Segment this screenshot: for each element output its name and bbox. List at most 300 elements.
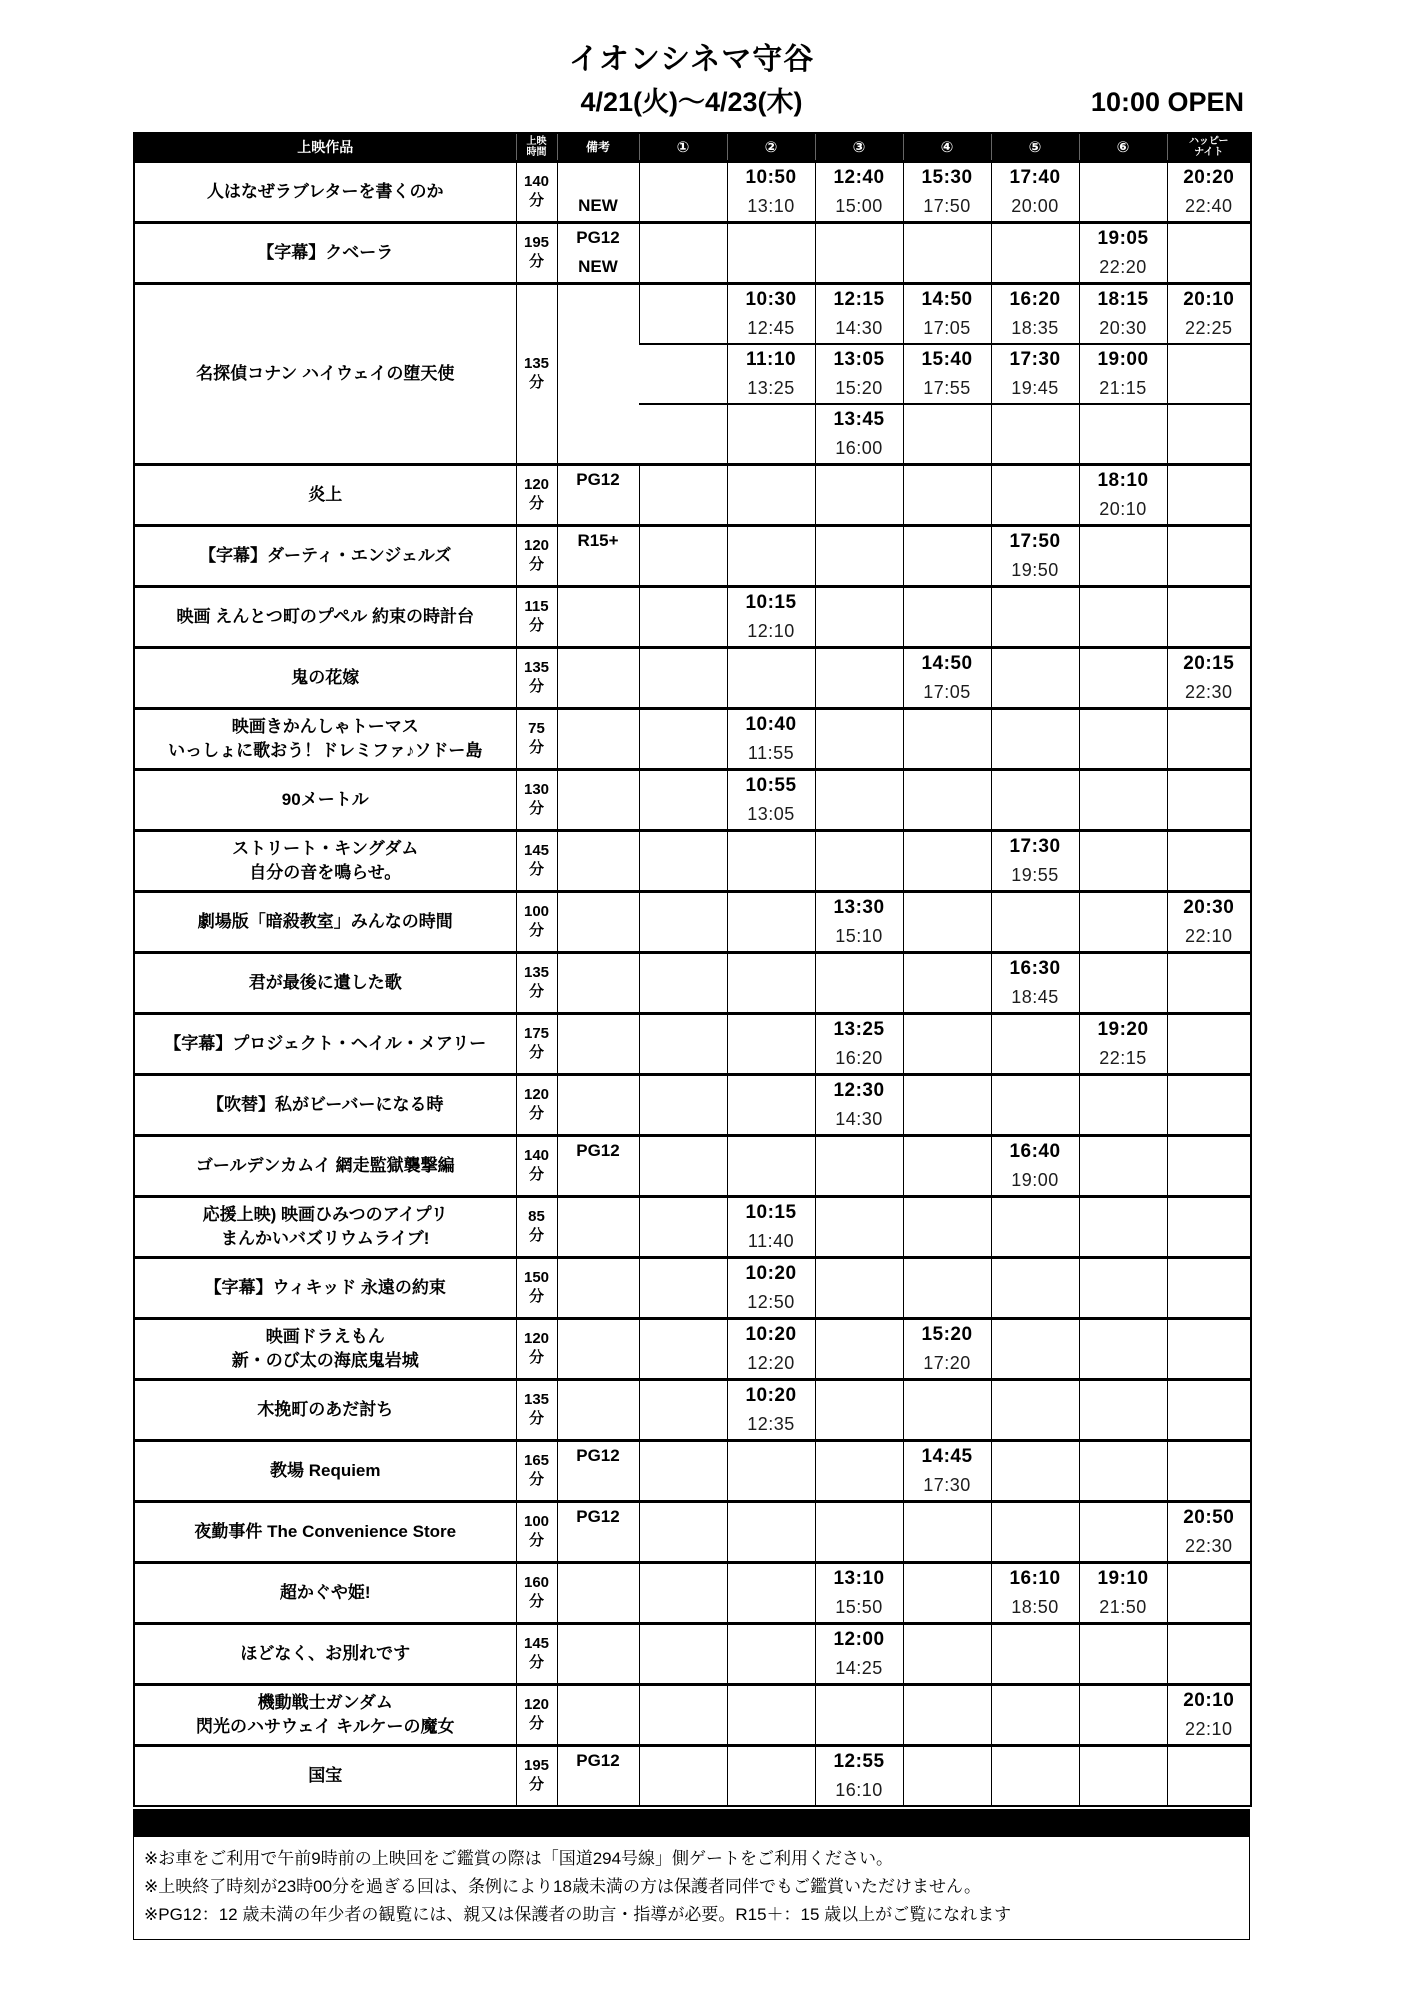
showtime-cell-s1: [639, 1501, 727, 1562]
showtime-cell-s2: [727, 830, 815, 891]
start-time: [640, 1320, 727, 1350]
start-time: 13:10: [833, 1567, 885, 1589]
duration-cell: [516, 283, 557, 464]
showtime-cell-s2: [727, 1501, 815, 1562]
showtime-cell-s2: [727, 1318, 815, 1379]
duration-cell: [516, 647, 557, 708]
start-time: [1168, 1442, 1251, 1472]
start-time: [728, 649, 815, 679]
end-time: [992, 435, 1079, 463]
movie-title-line: ゴールデンカムイ 網走監獄襲撃編: [195, 1155, 455, 1175]
showtime-cell-s5: [991, 1074, 1079, 1135]
duration-minutes: 85: [528, 1207, 545, 1225]
end-time: 22:30: [1184, 1536, 1233, 1556]
start-time: [816, 954, 903, 984]
end-time: [728, 1106, 815, 1134]
duration-minutes: 135: [523, 963, 550, 981]
cinema-name: イオンシネマ守谷: [568, 43, 815, 76]
column-header-label: 上映作品: [297, 138, 354, 155]
end-time: [816, 1350, 903, 1378]
start-time: [816, 1198, 903, 1228]
column-header-label: ⑥: [1116, 138, 1130, 156]
end-time: [1080, 1777, 1167, 1805]
end-time: [640, 315, 727, 343]
start-time: [639, 405, 727, 435]
showtime-cell-s6: [1079, 586, 1167, 647]
showtime-cell-s2: [727, 344, 815, 404]
showtime-cell-hn: [1167, 1745, 1251, 1806]
showtime-cell-s3: [815, 1318, 903, 1379]
start-time: [640, 1137, 727, 1167]
showtime-cell-s1: [639, 891, 727, 952]
duration-unit: 分: [528, 1165, 544, 1183]
start-time: [1168, 1747, 1251, 1777]
end-time: 22:40: [1184, 196, 1233, 216]
start-time: [640, 893, 727, 923]
end-time: [816, 254, 903, 282]
showtime-cell-s6: [1079, 283, 1167, 344]
start-time: [816, 1442, 903, 1472]
showtime-cell-s4: [903, 1745, 991, 1806]
start-time: [992, 224, 1079, 254]
start-time: 12:15: [833, 288, 885, 310]
start-time: [1080, 1137, 1167, 1167]
duration-minutes: 145: [523, 1634, 550, 1652]
start-time: [640, 466, 727, 496]
showtime-cell-s4: [903, 769, 991, 830]
column-header-label: 備考: [585, 140, 610, 155]
duration-unit: 分: [528, 1653, 544, 1671]
showtime-cell-s6: [1079, 708, 1167, 769]
end-time: [816, 1167, 903, 1195]
showtime-cell-s6: [1079, 161, 1167, 222]
showtime-cell-s3: [815, 891, 903, 952]
showtime-cell-hn: [1167, 404, 1251, 465]
showtime-cell-s6: [1079, 1135, 1167, 1196]
movie-title-cell: [134, 283, 516, 464]
remarks-cell: [557, 586, 639, 647]
start-time: [992, 710, 1079, 740]
start-time: [992, 405, 1079, 435]
showtime-cell-s2: [727, 161, 815, 222]
duration-cell: [516, 1135, 557, 1196]
end-time: 12:10: [747, 621, 795, 641]
start-time: [640, 527, 727, 557]
end-time: [992, 923, 1079, 951]
start-time: [640, 1442, 727, 1472]
showtime-cell-s4: [903, 1257, 991, 1318]
header-row: [134, 133, 1251, 161]
end-time: [992, 1228, 1079, 1256]
start-time: [640, 1625, 727, 1655]
end-time: [1168, 254, 1251, 282]
movie-row: [134, 1623, 1251, 1684]
showtime-cell-s1: [639, 1684, 727, 1745]
end-time: [1080, 1167, 1167, 1195]
showtime-cell-s5: [991, 464, 1079, 525]
duration-cell: [516, 1745, 557, 1806]
end-time: [816, 984, 903, 1012]
start-time: [1168, 1381, 1251, 1411]
end-time: [904, 557, 991, 585]
start-time: [904, 893, 991, 923]
end-time: [1168, 740, 1251, 768]
end-time: 16:10: [835, 1780, 883, 1800]
start-time: [1080, 163, 1167, 193]
end-time: [640, 1167, 727, 1195]
duration-cell: [516, 830, 557, 891]
showtime-cell-s3: [815, 1745, 903, 1806]
showtime-cell-hn: [1167, 1440, 1251, 1501]
start-time: [816, 832, 903, 862]
start-time: 12:40: [833, 166, 885, 188]
end-time: [1168, 1289, 1251, 1317]
start-time: [992, 1198, 1079, 1228]
start-time: 14:50: [921, 652, 973, 674]
showtime-cell-s6: [1079, 952, 1167, 1013]
end-time: [904, 435, 991, 463]
movie-row: [134, 1074, 1251, 1135]
start-time: [1080, 649, 1167, 679]
start-time: 13:30: [833, 896, 885, 918]
showtime-cell-s4: [903, 1013, 991, 1074]
end-time: [992, 1350, 1079, 1378]
end-time: 22:30: [1184, 682, 1233, 702]
start-time: [816, 1320, 903, 1350]
column-header-label: ナイト: [1194, 146, 1224, 158]
end-time: [1080, 1533, 1167, 1561]
duration-minutes: 120: [523, 1329, 550, 1347]
duration-unit: 分: [528, 555, 544, 573]
showtime-cell-s5: [991, 404, 1079, 465]
showtime-cell-s6: [1079, 830, 1167, 891]
end-time: [816, 618, 903, 646]
end-time: [1168, 1594, 1251, 1622]
start-time: [1168, 954, 1251, 984]
start-time: [1080, 1442, 1167, 1472]
showtime-cell-s1: [639, 1013, 727, 1074]
start-time: [1168, 405, 1251, 435]
start-time: 19:00: [1097, 348, 1149, 370]
showtime-cell-s5: [991, 344, 1079, 404]
end-time: [640, 1533, 727, 1561]
showtime-cell-s4: [903, 1379, 991, 1440]
start-time: 16:20: [1009, 288, 1061, 310]
movie-row: [134, 1196, 1251, 1257]
showtime-cell-s3: [815, 1501, 903, 1562]
start-time: [904, 954, 991, 984]
column-header-remarks: [557, 133, 639, 161]
start-time: [1080, 710, 1167, 740]
end-time: [728, 1533, 815, 1561]
end-time: [640, 740, 727, 768]
showtime-cell-s5: [991, 1684, 1079, 1745]
date-range: 4/21(火)～4/23(木): [580, 87, 803, 117]
movie-title-line: 鬼の花嫁: [291, 667, 360, 687]
showtime-cell-s6: [1079, 1501, 1167, 1562]
start-time: [728, 1503, 815, 1533]
end-time: [904, 984, 991, 1012]
end-time: [1080, 1289, 1167, 1317]
showtime-cell-s4: [903, 1501, 991, 1562]
movie-title-line: 映画ドラえもん: [265, 1326, 385, 1346]
movie-row: [134, 586, 1251, 647]
showtime-cell-s6: [1079, 1074, 1167, 1135]
end-time: 14:25: [835, 1658, 883, 1678]
showtime-cell-s3: [815, 1379, 903, 1440]
showtime-cell-hn: [1167, 161, 1251, 222]
showtime-cell-hn: [1167, 1257, 1251, 1318]
end-time: 18:50: [1011, 1597, 1059, 1617]
end-time: [904, 1716, 991, 1744]
duration-cell: [516, 1440, 557, 1501]
start-time: [904, 1503, 991, 1533]
start-time: [816, 1137, 903, 1167]
movie-title-cell: [134, 1379, 516, 1440]
showtime-cell-s3: [815, 1440, 903, 1501]
start-time: [992, 1686, 1079, 1716]
showtime-cell-hn: [1167, 586, 1251, 647]
end-time: [904, 923, 991, 951]
start-time: [904, 1747, 991, 1777]
start-time: [904, 466, 991, 496]
start-time: [728, 1137, 815, 1167]
start-time: [640, 1564, 727, 1594]
end-time: [1168, 435, 1251, 463]
start-time: 18:15: [1097, 288, 1149, 310]
start-time: [992, 1320, 1079, 1350]
duration-cell: [516, 769, 557, 830]
remarks-cell: [557, 1257, 639, 1318]
end-time: [1168, 1411, 1251, 1439]
showtime-cell-s4: [903, 1562, 991, 1623]
end-time: [904, 254, 991, 282]
start-time: [904, 1198, 991, 1228]
end-time: 19:45: [1011, 378, 1059, 398]
duration-unit: 分: [528, 982, 544, 1000]
showtime-cell-s2: [727, 404, 815, 465]
start-time: [904, 1259, 991, 1289]
duration-unit: 分: [528, 616, 544, 634]
showtime-cell-hn: [1167, 830, 1251, 891]
showtime-cell-hn: [1167, 525, 1251, 586]
movie-title-line: 炎上: [308, 484, 343, 504]
end-time: [1168, 801, 1251, 829]
end-time: [816, 557, 903, 585]
showtime-cell-s1: [639, 161, 727, 222]
showtime-cell-s5: [991, 769, 1079, 830]
end-time: 17:20: [923, 1353, 971, 1373]
showtime-cell-s1: [639, 1440, 727, 1501]
movie-row: [134, 1135, 1251, 1196]
showtime-cell-s4: [903, 1318, 991, 1379]
start-time: 10:30: [745, 288, 797, 310]
end-time: [640, 618, 727, 646]
end-time: [1168, 557, 1251, 585]
showtime-cell-s4: [903, 464, 991, 525]
end-time: 21:15: [1099, 378, 1147, 398]
note-line: ※PG12：12 歳未満の年少者の観覧には、親又は保護者の助言・指導が必要。R15＋：15 歳以上がご覧になれます: [144, 1904, 1012, 1924]
duration-minutes: 175: [523, 1024, 550, 1042]
start-time: 20:20: [1183, 166, 1235, 188]
start-time: [728, 1564, 815, 1594]
start-time: 10:40: [745, 713, 797, 735]
note-line: ※上映終了時刻が23時00分を過ぎる回は、条例により18歳未満の方は保護者同伴でもご鑑賞いただけません。: [144, 1876, 981, 1896]
separator-bar: [133, 1809, 1250, 1837]
start-time: [640, 1503, 727, 1533]
duration-cell: [516, 1562, 557, 1623]
column-header-s2: [727, 133, 815, 161]
movie-row: [134, 283, 1251, 344]
open-time: 10:00 OPEN: [1090, 87, 1244, 117]
end-time: [728, 1716, 815, 1744]
table-body: [134, 161, 1251, 1806]
end-time: [640, 193, 727, 221]
end-time: [639, 375, 727, 403]
movie-title-line: 劇場版「暗殺教室」みんなの時間: [197, 911, 453, 931]
remarks-cell: [557, 161, 639, 222]
showtime-cell-s1: [639, 283, 727, 344]
duration-minutes: 135: [523, 1390, 550, 1408]
remarks-cell: [557, 1745, 639, 1806]
showtime-cell-s5: [991, 1135, 1079, 1196]
start-time: 13:45: [833, 408, 885, 430]
end-time: [992, 679, 1079, 707]
showtime-cell-s2: [727, 586, 815, 647]
column-header-s1: [639, 133, 727, 161]
showtime-cell-s3: [815, 1623, 903, 1684]
showtime-cell-s3: [815, 1013, 903, 1074]
showtime-cell-s3: [815, 1257, 903, 1318]
showtime-cell-s2: [727, 952, 815, 1013]
showtime-cell-s4: [903, 1684, 991, 1745]
showtime-cell-s3: [815, 647, 903, 708]
showtime-cell-s5: [991, 1257, 1079, 1318]
showtime-cell-s1: [639, 1318, 727, 1379]
start-time: [1168, 832, 1251, 862]
duration-minutes: 75: [528, 719, 545, 737]
end-time: [1080, 984, 1167, 1012]
end-time: 17:50: [923, 196, 971, 216]
end-time: 17:05: [923, 682, 971, 702]
start-time: 17:30: [1009, 348, 1061, 370]
remarks-cell: [557, 708, 639, 769]
movie-title-cell: [134, 1562, 516, 1623]
showtime-cell-s6: [1079, 1379, 1167, 1440]
start-time: [816, 527, 903, 557]
end-time: [992, 254, 1079, 282]
remarks-cell: [557, 769, 639, 830]
start-time: [992, 893, 1079, 923]
start-time: 19:05: [1097, 227, 1149, 249]
movie-title-line: ストリート・キングダム: [232, 838, 419, 858]
end-time: [904, 1411, 991, 1439]
end-time: [728, 1594, 815, 1622]
showtime-cell-s1: [639, 1562, 727, 1623]
end-time: [1080, 1411, 1167, 1439]
end-time: [816, 496, 903, 524]
showtime-cell-s2: [727, 1013, 815, 1074]
start-time: [1080, 832, 1167, 862]
end-time: [1080, 618, 1167, 646]
showtime-cell-s5: [991, 283, 1079, 344]
duration-unit: 分: [528, 1043, 544, 1061]
duration-cell: [516, 1257, 557, 1318]
column-header-label: 上映: [526, 135, 547, 147]
start-time: [992, 1625, 1079, 1655]
movie-title-line: 【字幕】クベーラ: [257, 242, 394, 262]
showtime-cell-s6: [1079, 1318, 1167, 1379]
remark-badge: PG12: [576, 1751, 620, 1770]
duration-minutes: 160: [523, 1573, 550, 1591]
end-time: [816, 1716, 903, 1744]
start-time: [728, 527, 815, 557]
duration-minutes: 140: [523, 1146, 550, 1164]
showtime-cell-hn: [1167, 1135, 1251, 1196]
showtime-cell-s6: [1079, 344, 1167, 404]
start-time: 11:10: [745, 348, 797, 370]
showtime-cell-s2: [727, 1745, 815, 1806]
start-time: [1080, 405, 1167, 435]
start-time: 10:55: [745, 774, 797, 796]
start-time: [640, 1076, 727, 1106]
showtime-cell-s1: [639, 1379, 727, 1440]
end-time: [1080, 435, 1167, 463]
movie-title-line: 国宝: [308, 1765, 343, 1785]
movie-title-line: 夜勤事件 The Convenience Store: [194, 1521, 457, 1541]
start-time: [640, 163, 727, 193]
end-time: 20:10: [1099, 499, 1147, 519]
duration-cell: [516, 1013, 557, 1074]
showtime-cell-hn: [1167, 222, 1251, 283]
showtime-cell-s1: [639, 952, 727, 1013]
start-time: [1168, 224, 1251, 254]
end-time: 18:35: [1011, 318, 1059, 338]
showtime-cell-hn: [1167, 1379, 1251, 1440]
showtime-cell-s6: [1079, 1684, 1167, 1745]
start-time: [992, 1076, 1079, 1106]
showtime-cell-s2: [727, 222, 815, 283]
showtime-cell-s5: [991, 161, 1079, 222]
end-time: 15:20: [835, 378, 883, 398]
showtime-cell-s3: [815, 952, 903, 1013]
movie-title-cell: [134, 1196, 516, 1257]
duration-cell: [516, 1501, 557, 1562]
start-time: 15:20: [921, 1323, 973, 1345]
start-time: [1168, 1259, 1251, 1289]
start-time: 12:30: [833, 1079, 885, 1101]
end-time: [640, 1594, 727, 1622]
end-time: 12:35: [747, 1414, 795, 1434]
showtime-cell-s1: [639, 647, 727, 708]
movie-title-cell: [134, 952, 516, 1013]
start-time: 17:50: [1009, 530, 1061, 552]
start-time: [904, 1076, 991, 1106]
movie-title-line: いっしょに歌おう！ドレミファ♪ソドー島: [168, 740, 483, 760]
remarks-cell: [557, 952, 639, 1013]
remarks-cell: [557, 1623, 639, 1684]
end-time: [904, 496, 991, 524]
end-time: 16:20: [835, 1048, 883, 1068]
start-time: [1080, 1503, 1167, 1533]
end-time: [992, 496, 1079, 524]
end-time: [992, 740, 1079, 768]
start-time: [1168, 1625, 1251, 1655]
end-time: [728, 254, 815, 282]
duration-unit: 分: [528, 1531, 544, 1549]
end-time: [904, 1167, 991, 1195]
end-time: [904, 1594, 991, 1622]
